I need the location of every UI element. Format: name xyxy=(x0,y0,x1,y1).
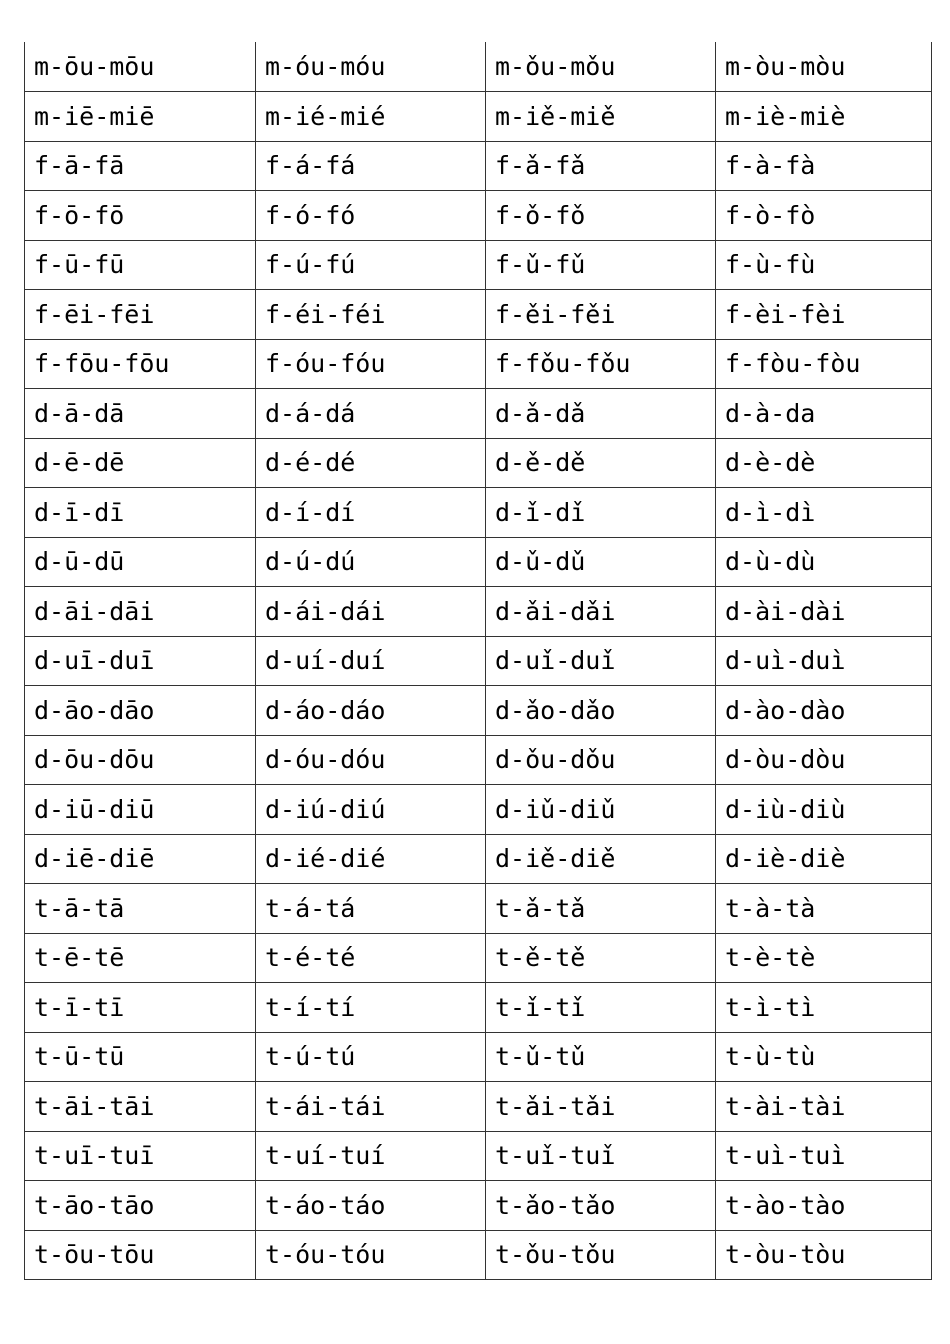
table-cell: d-iú-diú xyxy=(256,785,486,835)
table-cell: f-ū-fū xyxy=(25,240,256,290)
table-cell: d-iù-diù xyxy=(716,785,932,835)
table-cell: f-ā-fā xyxy=(25,141,256,191)
table-cell: d-ù-dù xyxy=(716,537,932,587)
table-cell: m-iē-miē xyxy=(25,92,256,142)
table-cell: f-ǒ-fǒ xyxy=(486,191,716,241)
table-cell: m-iè-miè xyxy=(716,92,932,142)
table-cell: t-ǎi-tǎi xyxy=(486,1082,716,1132)
table-cell: t-ú-tú xyxy=(256,1032,486,1082)
table-cell: t-ē-tē xyxy=(25,933,256,983)
table-cell: t-uì-tuì xyxy=(716,1131,932,1181)
table-cell: d-í-dí xyxy=(256,488,486,538)
table-cell: f-ú-fú xyxy=(256,240,486,290)
table-cell: t-ài-tài xyxy=(716,1082,932,1132)
table-row xyxy=(25,141,932,191)
table-cell: t-ǔ-tǔ xyxy=(486,1032,716,1082)
table-cell: t-uí-tuí xyxy=(256,1131,486,1181)
table-cell: t-í-tí xyxy=(256,983,486,1033)
table-cell: t-ái-tái xyxy=(256,1082,486,1132)
table-cell: t-uǐ-tuǐ xyxy=(486,1131,716,1181)
table-cell: f-éi-féi xyxy=(256,290,486,340)
table-cell: f-ò-fò xyxy=(716,191,932,241)
table-cell: t-à-tà xyxy=(716,884,932,934)
table-row xyxy=(25,636,932,686)
table-row xyxy=(25,735,932,785)
table-cell: d-ú-dú xyxy=(256,537,486,587)
table-cell: t-ā-tā xyxy=(25,884,256,934)
table-cell: f-ǎ-fǎ xyxy=(486,141,716,191)
table-cell: d-ái-dái xyxy=(256,587,486,637)
table-cell: d-ài-dài xyxy=(716,587,932,637)
document-page xyxy=(24,42,931,1280)
table-cell: t-è-tè xyxy=(716,933,932,983)
table-cell: t-āo-tāo xyxy=(25,1181,256,1231)
table-cell: d-ǐ-dǐ xyxy=(486,488,716,538)
table-row xyxy=(25,290,932,340)
table-cell: d-ǒu-dǒu xyxy=(486,735,716,785)
table-cell: d-uì-duì xyxy=(716,636,932,686)
table-cell: t-uī-tuī xyxy=(25,1131,256,1181)
table-cell: f-èi-fèi xyxy=(716,290,932,340)
table-cell: t-ǎo-tǎo xyxy=(486,1181,716,1231)
table-cell: f-ēi-fēi xyxy=(25,290,256,340)
table-cell: d-iū-diū xyxy=(25,785,256,835)
table-row xyxy=(25,42,932,92)
table-row xyxy=(25,92,932,142)
table-cell: f-fōu-fōu xyxy=(25,339,256,389)
table-cell: t-ǎ-tǎ xyxy=(486,884,716,934)
table-cell: t-é-té xyxy=(256,933,486,983)
table-cell: d-uí-duí xyxy=(256,636,486,686)
table-row xyxy=(25,1082,932,1132)
table-cell: t-ě-tě xyxy=(486,933,716,983)
table-row xyxy=(25,240,932,290)
table-cell: d-ě-dě xyxy=(486,438,716,488)
table-cell: d-āi-dāi xyxy=(25,587,256,637)
table-cell: d-ǔ-dǔ xyxy=(486,537,716,587)
table-cell: t-ǒu-tǒu xyxy=(486,1230,716,1280)
table-row xyxy=(25,587,932,637)
table-cell: m-ǒu-mǒu xyxy=(486,42,716,92)
table-row xyxy=(25,339,932,389)
table-cell: t-á-tá xyxy=(256,884,486,934)
table-row xyxy=(25,983,932,1033)
table-cell: d-iē-diē xyxy=(25,834,256,884)
table-cell: t-ǐ-tǐ xyxy=(486,983,716,1033)
table-cell: d-ā-dā xyxy=(25,389,256,439)
table-cell: d-āo-dāo xyxy=(25,686,256,736)
table-cell: m-ié-mié xyxy=(256,92,486,142)
table-row xyxy=(25,1032,932,1082)
table-cell: d-iè-diè xyxy=(716,834,932,884)
table-cell: t-ào-tào xyxy=(716,1181,932,1231)
table-cell: d-ī-dī xyxy=(25,488,256,538)
table-cell: m-ōu-mōu xyxy=(25,42,256,92)
table-row xyxy=(25,438,932,488)
table-row xyxy=(25,834,932,884)
table-cell: d-ǎ-dǎ xyxy=(486,389,716,439)
table-row xyxy=(25,1131,932,1181)
table-cell: d-ǎi-dǎi xyxy=(486,587,716,637)
table-cell: f-fǒu-fǒu xyxy=(486,339,716,389)
table-cell: t-ū-tū xyxy=(25,1032,256,1082)
table-row xyxy=(25,1181,932,1231)
table-row xyxy=(25,884,932,934)
table-row xyxy=(25,537,932,587)
table-cell: f-óu-fóu xyxy=(256,339,486,389)
table-cell: d-uī-duī xyxy=(25,636,256,686)
table-cell: t-áo-táo xyxy=(256,1181,486,1231)
table-row xyxy=(25,191,932,241)
table-cell: d-ié-dié xyxy=(256,834,486,884)
table-cell: t-ì-tì xyxy=(716,983,932,1033)
table-cell: d-òu-dòu xyxy=(716,735,932,785)
table-cell: d-uǐ-duǐ xyxy=(486,636,716,686)
table-cell: d-iǔ-diǔ xyxy=(486,785,716,835)
table-cell: f-ěi-fěi xyxy=(486,290,716,340)
table-cell: d-áo-dáo xyxy=(256,686,486,736)
table-cell: d-é-dé xyxy=(256,438,486,488)
table-cell: d-ē-dē xyxy=(25,438,256,488)
table-cell: f-á-fá xyxy=(256,141,486,191)
table-cell: m-óu-móu xyxy=(256,42,486,92)
table-cell: f-à-fà xyxy=(716,141,932,191)
table-cell: f-fòu-fòu xyxy=(716,339,932,389)
table-cell: m-òu-mòu xyxy=(716,42,932,92)
table-cell: t-ù-tù xyxy=(716,1032,932,1082)
table-cell: m-iě-miě xyxy=(486,92,716,142)
table-cell: t-ōu-tōu xyxy=(25,1230,256,1280)
table-row xyxy=(25,785,932,835)
table-cell: t-òu-tòu xyxy=(716,1230,932,1280)
table-row xyxy=(25,1230,932,1280)
table-cell: d-è-dè xyxy=(716,438,932,488)
table-cell: f-ō-fō xyxy=(25,191,256,241)
table-cell: d-ì-dì xyxy=(716,488,932,538)
table-cell: d-ū-dū xyxy=(25,537,256,587)
table-cell: d-óu-dóu xyxy=(256,735,486,785)
table-row xyxy=(25,686,932,736)
table-row xyxy=(25,389,932,439)
table-cell: d-á-dá xyxy=(256,389,486,439)
table-cell: t-ī-tī xyxy=(25,983,256,1033)
table-cell: d-iě-diě xyxy=(486,834,716,884)
table-row xyxy=(25,488,932,538)
table-row xyxy=(25,933,932,983)
pinyin-table-body xyxy=(25,42,932,1280)
table-cell: f-ù-fù xyxy=(716,240,932,290)
table-cell: d-ǎo-dǎo xyxy=(486,686,716,736)
table-cell: t-óu-tóu xyxy=(256,1230,486,1280)
table-cell: d-ōu-dōu xyxy=(25,735,256,785)
table-cell: f-ǔ-fǔ xyxy=(486,240,716,290)
table-cell: t-āi-tāi xyxy=(25,1082,256,1132)
table-cell: d-à-da xyxy=(716,389,932,439)
pinyin-table xyxy=(24,42,932,1280)
table-cell: f-ó-fó xyxy=(256,191,486,241)
table-cell: d-ào-dào xyxy=(716,686,932,736)
